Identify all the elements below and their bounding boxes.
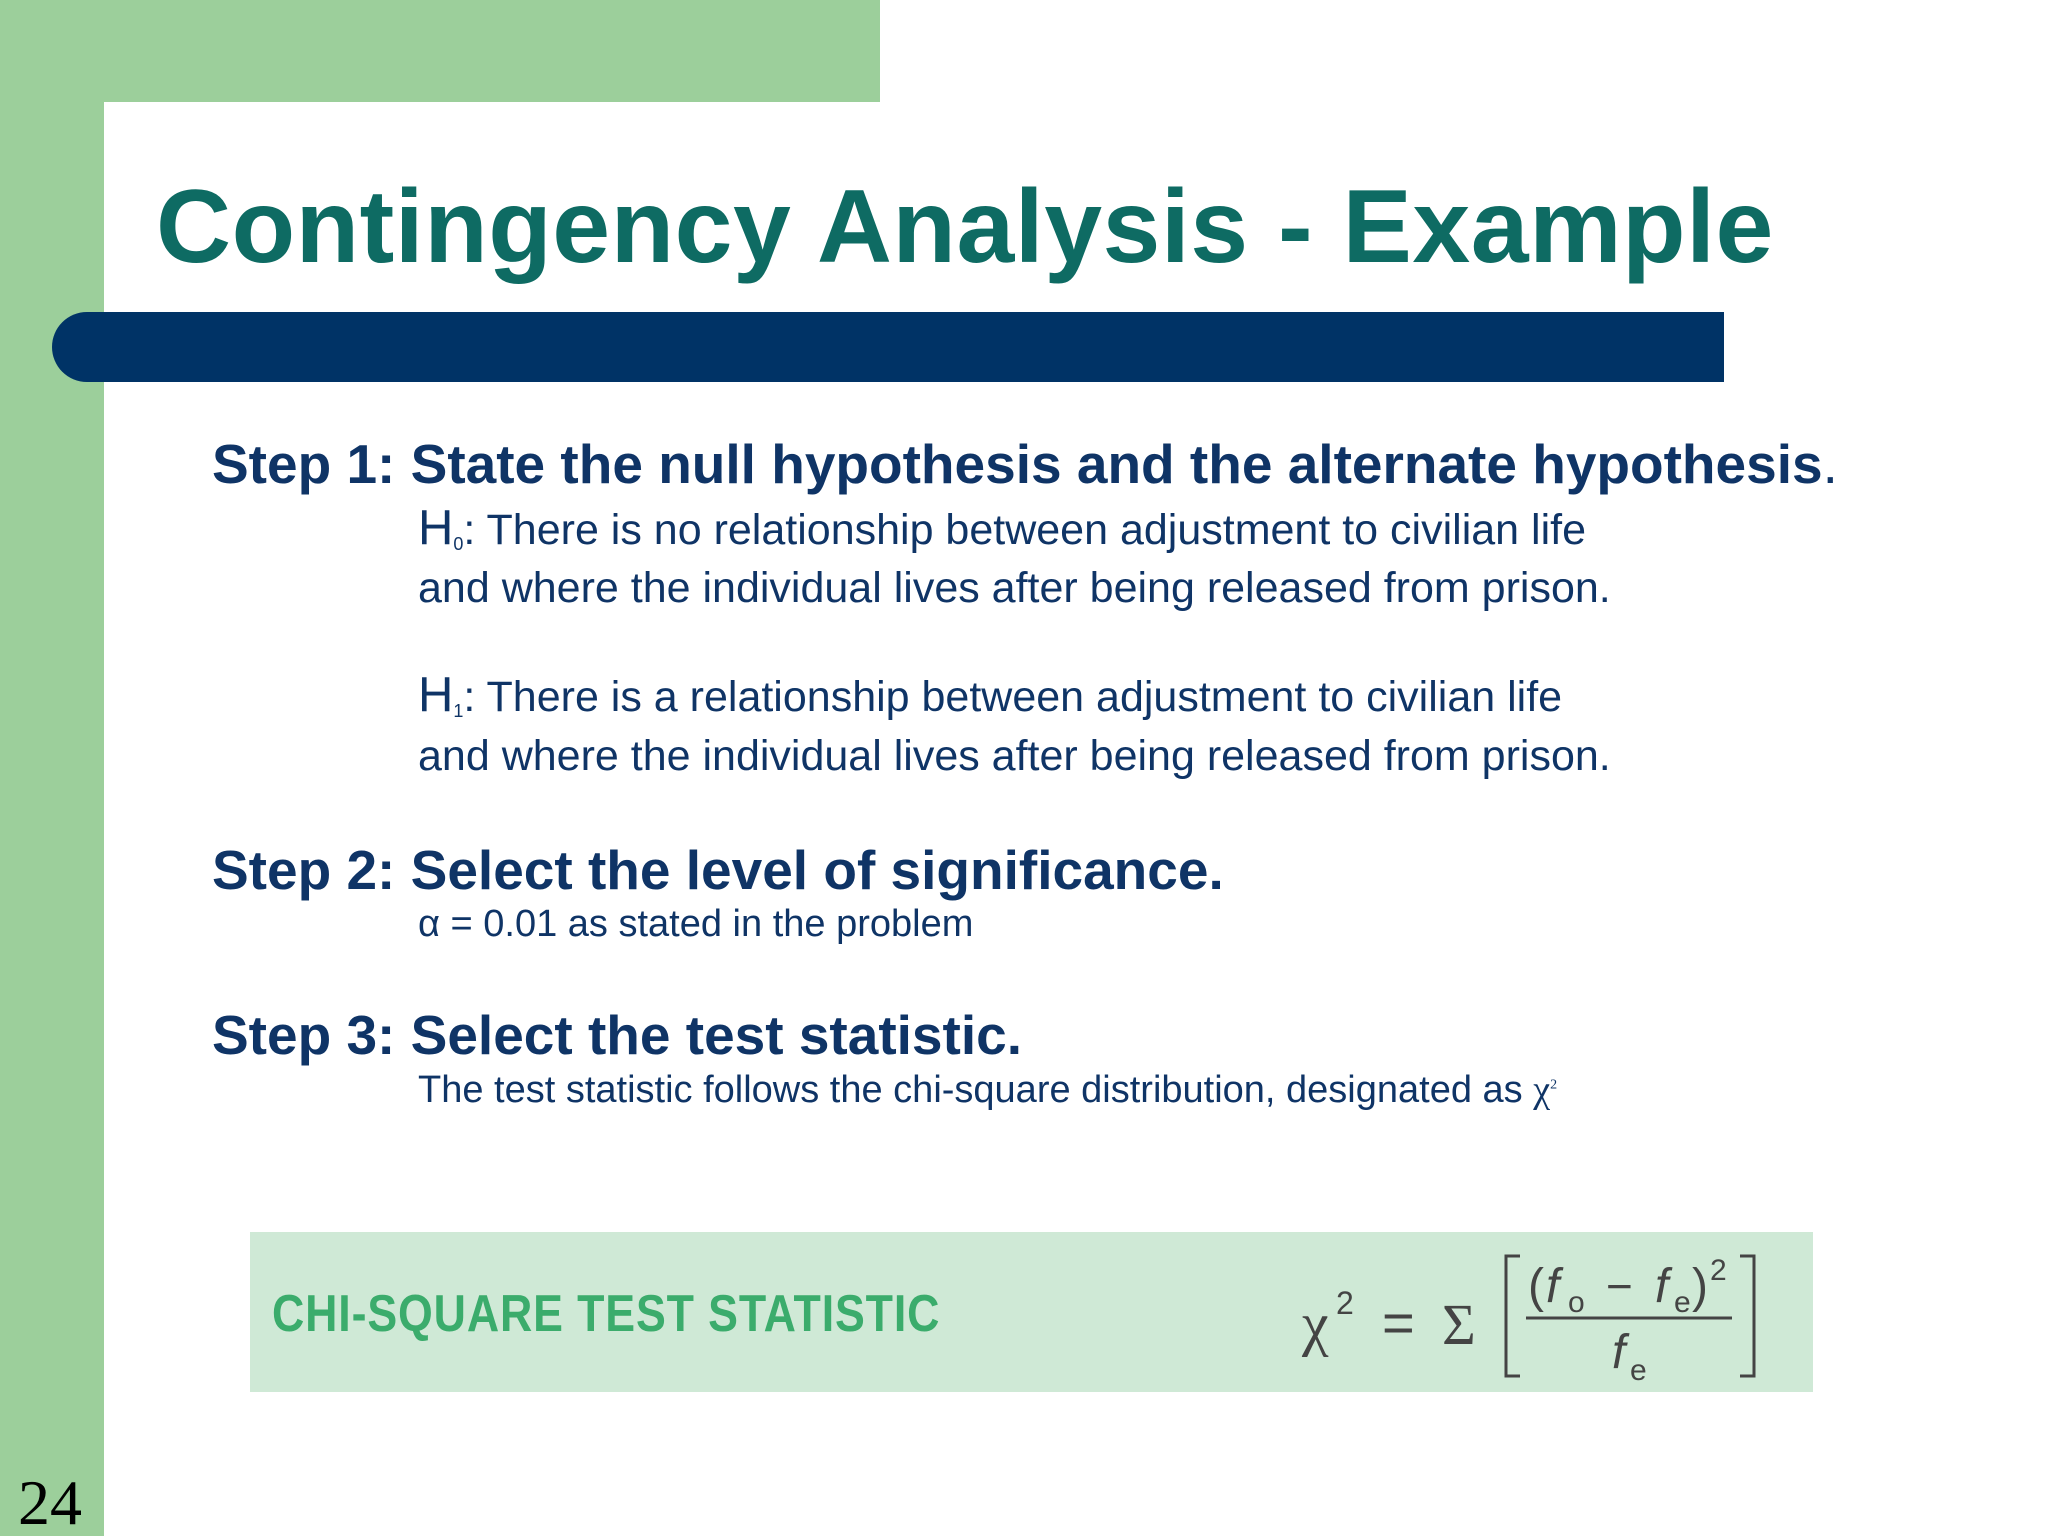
num-close-paren: ) [1692,1260,1708,1313]
slide-title: Contingency Analysis - Example [156,169,1774,285]
chi-square-formula-box [250,1232,1813,1392]
num-minus: − [1606,1260,1633,1312]
green-top-band [0,0,880,102]
formula-equals: = [1382,1291,1415,1354]
num-exp: 2 [1710,1254,1727,1287]
h1-subscript: 1 [453,701,464,721]
formula-chi-exp: 2 [1336,1285,1354,1321]
left-bracket [1506,1256,1520,1376]
page-number: 24 [18,1467,82,1538]
den-sub: e [1630,1354,1647,1387]
step1-heading-text: Step 1: State the null hypothesis and the alternate hypothesis [212,433,1823,495]
h1-text1: : There is a relationship between adjustment to civilian life [463,673,1563,721]
step1-period: . [1822,433,1838,495]
chi-square-formula [1300,1232,1800,1392]
num-sub-o: o [1568,1286,1585,1319]
formula-sigma: Σ [1442,1292,1476,1357]
den-f: f [1612,1326,1626,1379]
chi-exponent: 2 [1550,1077,1558,1093]
step2-heading: Step 2: Select the level of significance. [212,839,1224,901]
step2-detail: α = 0.01 as stated in the problem [418,903,974,945]
formula-chi: χ [1302,1291,1329,1357]
title-underline-bar [52,312,1724,382]
h0-symbol: H [418,501,454,555]
h0-text1: : There is no relationship between adjustment to civilian life [463,506,1587,554]
h0-subscript: 0 [453,534,464,554]
h1-line1 [418,667,1562,723]
num-f-o: f [1546,1260,1560,1313]
h1-symbol: H [418,668,454,722]
green-left-band [0,0,104,1536]
step3-heading: Step 3: Select the test statistic. [212,1004,1022,1066]
h0-line2: and where the individual lives after being released from prison. [418,564,1611,612]
right-bracket [1740,1256,1754,1376]
chi-square-symbol [1533,1069,1557,1111]
step1-heading [212,432,1838,496]
chi-letter: χ [1533,1069,1551,1111]
formula-label: CHI-SQUARE TEST STATISTIC [272,1285,941,1343]
step3-detail [418,1068,1557,1112]
h1-line2: and where the individual lives after being released from prison. [418,732,1611,780]
num-open-paren: ( [1528,1260,1544,1313]
h0-line1 [418,500,1586,556]
num-f-e: f [1655,1260,1669,1313]
num-sub-e: e [1674,1286,1691,1319]
step3-detail-text: The test statistic follows the chi-square distribution, designated as [418,1069,1534,1111]
